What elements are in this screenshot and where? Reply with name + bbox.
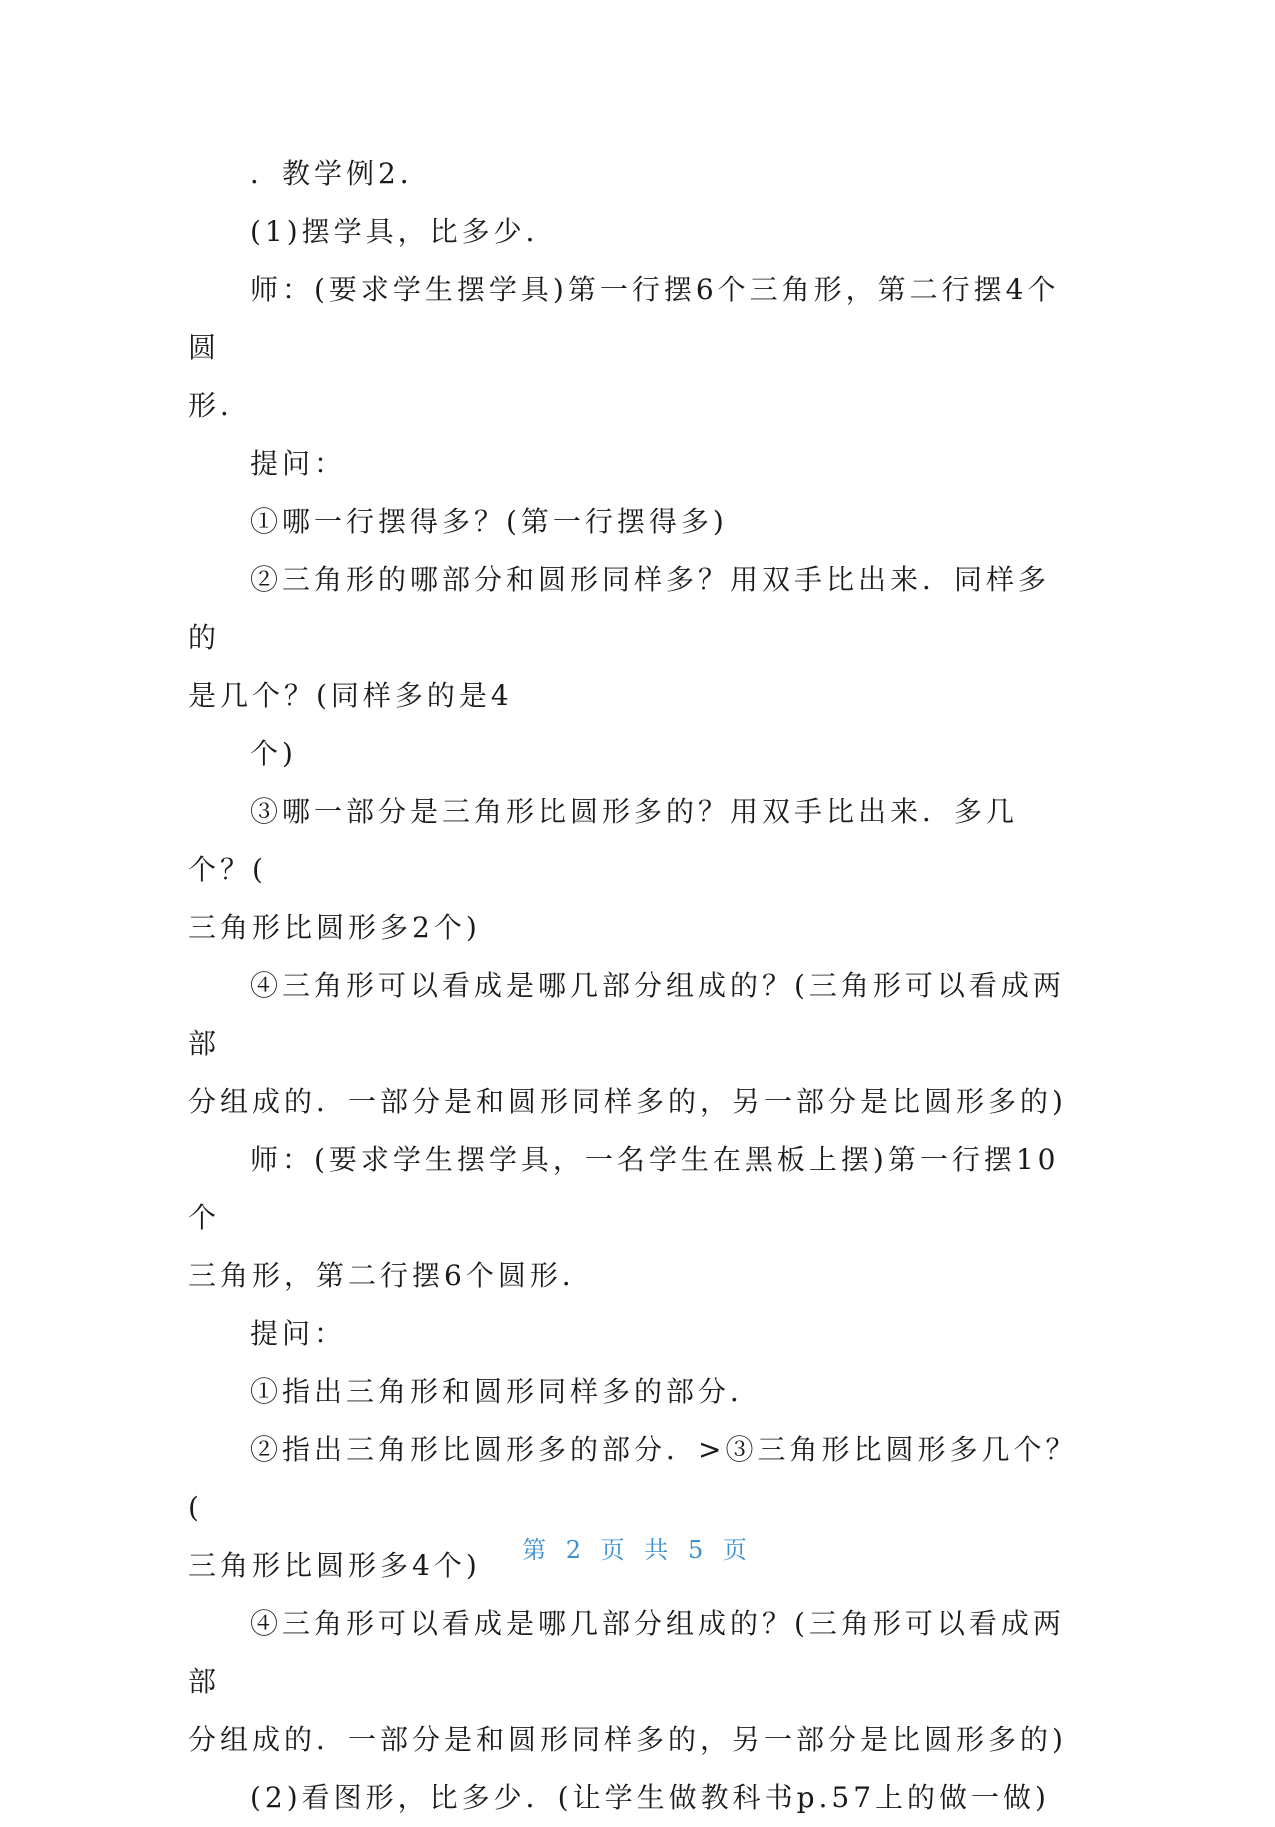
paragraph-line: ②三角形的哪部分和圆形同样多？用双手比出来．同样多的 — [188, 563, 1051, 654]
paragraph-line: ④三角形可以看成是哪几部分组成的？(三角形可以看成两部 — [188, 969, 1065, 1060]
page-footer: 第 2 页 共 5 页 — [522, 1536, 753, 1564]
paragraph-line: ①指出三角形和圆形同样多的部分． — [250, 1375, 763, 1408]
paragraph-line: 三角形，第二行摆6个圆形． — [188, 1259, 594, 1292]
document-body — [188, 145, 1078, 1827]
paragraph-line: 分组成的．一部分是和圆形同样多的，另一部分是比圆形多的) — [188, 1723, 1067, 1756]
paragraph-line: 师：(要求学生摆学具，一名学生在黑板上摆)第一行摆10个 — [188, 1143, 1060, 1234]
paragraph-line: ②指出三角形比圆形多的部分．>③三角形比圆形多几个？( — [188, 1433, 1078, 1524]
paragraph-line: 个) — [250, 737, 297, 770]
paragraph-line: 提问： — [250, 1317, 347, 1350]
paragraph-line: 是几个？(同样多的是4 — [188, 679, 513, 712]
paragraph-line: ①哪一行摆得多？(第一行摆得多) — [250, 505, 728, 538]
paragraph-line: ．教学例2． — [250, 157, 432, 190]
paragraph-line: 形． — [188, 389, 253, 422]
paragraph-line: 分组成的．一部分是和圆形同样多的，另一部分是比圆形多的) — [188, 1085, 1067, 1118]
paragraph-line: 三角形比圆形多4个) — [188, 1549, 481, 1582]
paragraph-line: (1)摆学具，比多少． — [250, 215, 558, 248]
paragraph-line: ④三角形可以看成是哪几部分组成的？(三角形可以看成两部 — [188, 1607, 1065, 1698]
paragraph-line: ③哪一部分是三角形比圆形多的？用双手比出来．多几个？( — [188, 795, 1019, 886]
paragraph-line: 提问： — [250, 447, 347, 480]
paragraph-line: (2)看图形，比多少．(让学生做教科书p.57上的做一做) — [250, 1781, 1050, 1814]
paragraph-line: 三角形比圆形多2个) — [188, 911, 481, 944]
paragraph-line: 师：(要求学生摆学具)第一行摆6个三角形，第二行摆4个圆 — [188, 273, 1060, 364]
